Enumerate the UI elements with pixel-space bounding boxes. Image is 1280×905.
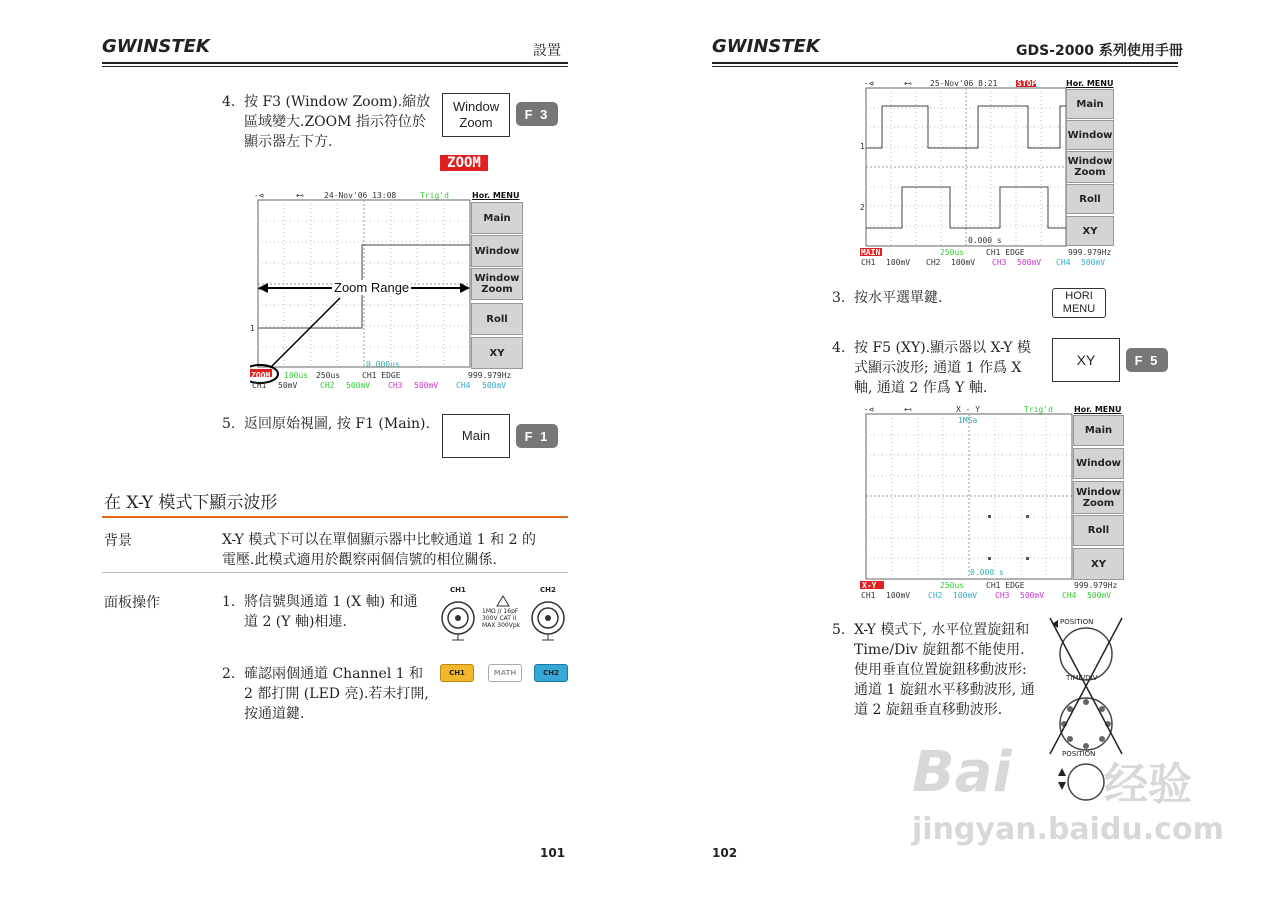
- key-label: HORI: [1065, 290, 1093, 302]
- time-readout: 0.000 s: [970, 568, 1004, 577]
- ch1-scale: 100mV: [886, 258, 911, 267]
- window-zoom-key-illustration: [442, 93, 510, 137]
- ch3-label: CH3: [388, 381, 403, 390]
- ch2-scale: 500mV: [346, 381, 371, 390]
- page-number-left: 101: [540, 846, 566, 860]
- ch3-scale: 500mV: [1017, 258, 1042, 267]
- header-title: 設置: [533, 43, 561, 59]
- f1-key: F 1: [516, 424, 558, 448]
- ch1-label: CH1: [861, 258, 876, 267]
- menu-window: Window: [1066, 120, 1114, 150]
- ch1-connector-label: CH1: [450, 586, 466, 594]
- brand-logo: GWINSTEK: [102, 36, 210, 57]
- step-line: 按 F5 (XY).顯示器以 X-Y 模: [854, 340, 1031, 356]
- position-top-label: POSITION: [1060, 618, 1094, 626]
- menu-roll: Roll: [1066, 184, 1114, 214]
- time-readout: 0.000 s: [968, 236, 1002, 245]
- menu-roll: Roll: [1073, 515, 1124, 546]
- background-line: 電壓.此模式適用於觀察兩個信號的相位關係.: [222, 552, 497, 568]
- key-label: Window: [452, 99, 500, 114]
- status-zoom: ZOOM: [251, 371, 271, 380]
- step-line: Time/Div 旋鈕都不能使用.: [854, 642, 1025, 658]
- status-frequency: 999.979Hz: [1074, 581, 1118, 590]
- ch3-scale: 500mV: [1020, 591, 1045, 600]
- step-line: X-Y 模式下, 水平位置旋鈕和: [854, 622, 1030, 638]
- spec-line: 300V CAT II: [482, 615, 517, 622]
- step-line: 道 2 (Y 軸)相連.: [244, 614, 347, 630]
- watermark-brand: Bai: [912, 740, 1012, 805]
- math-button-illustration: MATH: [488, 664, 522, 682]
- step-line: 通道 1 旋鈕水平移動波形, 通: [854, 682, 1035, 698]
- panel-label: 面板操作: [104, 595, 160, 611]
- menu-xy: XY: [1066, 216, 1114, 246]
- xy-mode-title: X - Y: [956, 405, 981, 414]
- step-line: 按 F3 (Window Zoom).縮放: [244, 94, 431, 110]
- watermark-url: jingyan.baidu.com: [912, 812, 1224, 847]
- menu-label: Window: [1076, 486, 1121, 498]
- status-trigger: CH1 EDGE: [362, 371, 401, 380]
- menu-window-zoom: [1073, 481, 1124, 514]
- step-number: 1.: [222, 594, 236, 610]
- menu-label: Zoom: [1082, 497, 1115, 509]
- menu-xy: XY: [471, 337, 523, 369]
- trig-status: Trig'd: [420, 191, 449, 200]
- sample-rate: 1MSa: [958, 416, 978, 425]
- header-rule-thin: [712, 66, 1178, 67]
- ch3-label: CH3: [995, 591, 1010, 600]
- header-rule-thin: [102, 66, 568, 67]
- status-main: MAIN: [861, 248, 881, 257]
- ch4-label: CH4: [1056, 258, 1071, 267]
- ch1-button-illustration: CH1: [440, 664, 474, 682]
- ch2-scale: 100mV: [951, 258, 976, 267]
- step-number: 3.: [832, 290, 846, 306]
- menu-label: Window: [474, 273, 520, 284]
- background-label: 背景: [104, 533, 132, 549]
- panel-step-2: [222, 664, 437, 726]
- key-label: MENU: [1062, 303, 1096, 315]
- brand-logo: GWINSTEK: [712, 36, 820, 57]
- time-readout: 0.000us: [366, 360, 400, 369]
- step-5: [832, 620, 1047, 722]
- ch4-scale: 500mV: [1087, 591, 1112, 600]
- stop-status: STOP: [1017, 79, 1037, 88]
- header-rule: [102, 62, 568, 64]
- status-zoom-time: 100us: [284, 371, 309, 380]
- spec-line: MAX 300Vpk: [482, 622, 521, 629]
- step-number: 5.: [832, 622, 846, 638]
- status-trigger: CH1 EDGE: [986, 248, 1025, 257]
- step-line: 2 都打開 (LED 亮).若未打開,: [244, 686, 429, 702]
- section-rule: [102, 516, 568, 518]
- ch4-scale: 500mV: [1081, 258, 1106, 267]
- ch1-marker: 1: [860, 142, 865, 151]
- ch1-marker: 1: [250, 324, 255, 333]
- menu-main: Main: [471, 202, 523, 234]
- ch2-button-illustration: CH2: [534, 664, 568, 682]
- zoom-indicator: ZOOM: [440, 155, 488, 171]
- step-line: 將信號與通道 1 (X 軸) 和通: [244, 594, 418, 610]
- status-xy: X-Y: [862, 581, 877, 590]
- header-rule: [712, 62, 1178, 64]
- step-line: 確認兩個通道 Channel 1 和: [244, 666, 424, 682]
- scope-screen-xy: -⊲ ⊷ X - Y Trig'd Hor. MENU Main Window Window Zoom Roll XY 1MSa 0.000 s X-Y 250us CH1 EDGE 999.979Hz CH1 100mV CH2 100mV CH3 500mV CH4 500mV: [860, 404, 1124, 600]
- ch1-scale: 100mV: [886, 591, 911, 600]
- menu-window-zoom: [471, 268, 523, 300]
- step-number: 2.: [222, 666, 236, 682]
- step-line: 使用垂直位置旋鈕移動波形:: [854, 662, 1027, 678]
- step-line: 按水平選單鍵.: [854, 290, 943, 306]
- watermark-brand-2: 经验: [1104, 759, 1192, 810]
- step-line: 式顯示波形; 通道 1 作爲 X: [854, 360, 1022, 376]
- menu-window: Window: [471, 235, 523, 267]
- ch1-scale: 50mV: [278, 381, 298, 390]
- ch2-label: CH2: [320, 381, 335, 390]
- ch1-label: CH1: [861, 591, 876, 600]
- menu-main: Main: [1066, 89, 1114, 119]
- spec-line: 1MΩ // 16pF: [482, 608, 519, 615]
- ch1-label: CH1: [252, 381, 267, 390]
- row-divider: [102, 572, 568, 573]
- key-label: Zoom: [459, 115, 493, 130]
- step-line: 返回原始視圖, 按 F1 (Main).: [244, 416, 430, 432]
- status-frequency: 999.979Hz: [1068, 248, 1112, 257]
- xy-key-illustration: XY: [1052, 338, 1120, 382]
- header-title: GDS-2000 系列使用手冊: [1016, 43, 1183, 59]
- menu-window: Window: [1073, 448, 1124, 479]
- ch2-scale: 100mV: [953, 591, 978, 600]
- background-line: X-Y 模式下可以在單個顯示器中比較通道 1 和 2 的: [222, 532, 536, 548]
- page-number-right: 102: [712, 846, 738, 860]
- trig-status: Trig'd: [1024, 405, 1053, 414]
- bnc-connectors-illustration: [436, 586, 570, 646]
- step-4: [832, 338, 1047, 400]
- f5-key: F 5: [1126, 348, 1168, 372]
- scope-date: 25-Nov'06 8:21: [930, 79, 998, 88]
- step-number: 4.: [832, 340, 846, 356]
- step-line: 區域變大.ZOOM 指示符位於: [244, 114, 426, 130]
- main-key-illustration: Main: [442, 414, 510, 458]
- menu-label: Zoom: [481, 284, 513, 295]
- menu-window-zoom: [1066, 151, 1114, 183]
- zoom-range-label: Zoom Range: [334, 280, 410, 295]
- f3-key: F 3: [516, 102, 558, 126]
- hori-menu-key-illustration: [1052, 288, 1106, 318]
- ch4-scale: 500mV: [482, 381, 507, 390]
- ch2-label: CH2: [926, 258, 941, 267]
- menu-roll: Roll: [471, 303, 523, 335]
- step-line: 顯示器左下方.: [244, 134, 333, 150]
- position-bottom-label: POSITION: [1062, 750, 1096, 758]
- status-main-time: 250us: [940, 248, 965, 257]
- status-main-time: 250us: [940, 581, 965, 590]
- menu-main: Main: [1073, 415, 1124, 446]
- menu-title: Hor. MENU: [1074, 405, 1122, 414]
- section-title: 在 X-Y 模式下顯示波形: [104, 493, 278, 513]
- ch4-label: CH4: [456, 381, 471, 390]
- step-line: 軸, 通道 2 作爲 Y 軸.: [854, 380, 988, 396]
- step-3: [832, 288, 1032, 310]
- status-main-time: 250us: [316, 371, 341, 380]
- status-frequency: 999.979Hz: [468, 371, 512, 380]
- scope-date: 24-Nov'06 13:08: [324, 191, 397, 200]
- background-text: [222, 530, 567, 570]
- ch2-label: CH2: [928, 591, 943, 600]
- ch2-marker: 2: [860, 203, 865, 212]
- ch3-scale: 500mV: [414, 381, 439, 390]
- panel-step-1: [222, 592, 432, 634]
- menu-xy: XY: [1073, 548, 1124, 580]
- step-number: 5.: [222, 416, 236, 432]
- step-5: [222, 414, 442, 436]
- connector-spec: [482, 608, 520, 629]
- status-trigger: CH1 EDGE: [986, 581, 1025, 590]
- ch4-label: CH4: [1062, 591, 1077, 600]
- scope-screen-zoom: -⊲ ⊷ 24-Nov'06 13:08 Trig'd Hor. MENU Main Window Window Zoom Roll XY Zoom Range 0.000us 1 ZOOM 100us 250us CH1 EDGE 999.979Hz CH1 50mV CH2 500mV CH3 500mV CH4 500mV: [250, 190, 522, 390]
- ch2-connector-label: CH2: [540, 586, 556, 594]
- step-number: 4.: [222, 94, 236, 110]
- menu-label: Zoom: [1074, 167, 1106, 178]
- time-div-label: TIME/DIV: [1066, 674, 1098, 682]
- menu-label: Window: [1067, 156, 1113, 167]
- menu-title: Hor. MENU: [472, 191, 520, 200]
- menu-title: Hor. MENU: [1066, 79, 1114, 88]
- scope-screen-main: -⊲ ⊷ 25-Nov'06 8:21 STOP Hor. MENU Main Window Window Zoom Roll XY 1 2 0.000 s MAIN 250us CH1 EDGE 999.979Hz CH1 100mV CH2 100mV CH3 500mV CH4 500mV: [860, 79, 1114, 267]
- step-line: 道 2 旋鈕垂直移動波形.: [854, 702, 1003, 718]
- ch3-label: CH3: [992, 258, 1007, 267]
- step-4: [222, 92, 442, 154]
- step-line: 按通道鍵.: [244, 706, 305, 722]
